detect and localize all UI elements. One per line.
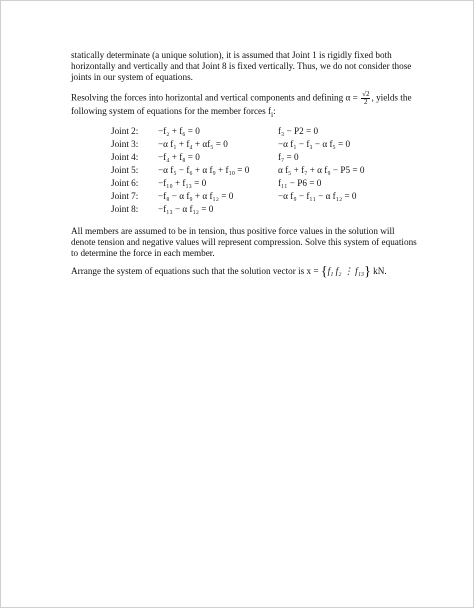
paragraph-tension-compression: All members are assumed to be in tension, thus positive force values in the solution will denote tension and negative values will represent compression. Solve this system of equations to determine the force in each member. xyxy=(71,225,417,258)
vertical-equation: f₇ = 0 xyxy=(278,151,299,162)
vertical-equation: −α f₁ − f₃ − α f₅ = 0 xyxy=(278,138,351,149)
alpha-denominator: 2 xyxy=(364,98,368,106)
joint-label: Joint 6: xyxy=(111,177,139,188)
alpha-numerator: √2 xyxy=(362,90,370,98)
solution-vector: f₁ f₂ ⋮ f₁₃ xyxy=(327,265,365,276)
alpha-fraction xyxy=(361,91,370,106)
resolving-text-end: , yields the following system of equations for the member forces f xyxy=(71,92,412,116)
horizontal-equation: −f₁₀ + f₁₃ = 0 xyxy=(158,177,207,188)
equation-row xyxy=(111,177,364,190)
joint-label: Joint 3: xyxy=(111,138,139,149)
vertical-equation: −α f₉ − f₁₁ − α f₁₂ = 0 xyxy=(278,190,357,201)
horizontal-equation: −α f₁ + f₄ + αf₅ = 0 xyxy=(158,138,228,149)
equation-system-table xyxy=(111,125,364,216)
paragraph-supports: statically determinate (a unique solution), it is assumed that Joint 1 is rigidly fixed both horizontally and vertically and that Joint 8 is fixed vertically. Thus, we do not consider those joints in our system of equations. xyxy=(71,50,412,82)
equation-row xyxy=(111,190,364,203)
horizontal-equation: −f₄ + f₈ = 0 xyxy=(158,151,200,162)
solution-unit: kN. xyxy=(370,265,387,276)
joint-label: Joint 7: xyxy=(111,190,139,201)
equation-row xyxy=(111,203,364,216)
vertical-equation: f₁₁ − P6 = 0 xyxy=(278,177,322,188)
horizontal-equation: −f₂ + f₆ = 0 xyxy=(158,125,200,136)
right-brace: } xyxy=(364,264,371,280)
vertical-equation xyxy=(278,203,364,216)
joint-label: Joint 4: xyxy=(111,151,139,162)
solution-vector-intro: Arrange the system of equations such that the solution vector is x = xyxy=(71,265,321,276)
resolving-text-start: Resolving the forces into horizontal and vertical components and defining α = xyxy=(71,92,361,103)
equation-row xyxy=(111,164,364,177)
vertical-equation: f₃ − P2 = 0 xyxy=(278,125,319,136)
equation-row xyxy=(111,151,364,164)
horizontal-equation: −f₈ − α f₉ + α f₁₂ = 0 xyxy=(158,190,234,201)
horizontal-equation: −f₁₃ − α f₁₂ = 0 xyxy=(158,203,214,214)
resolving-colon: : xyxy=(273,106,276,116)
horizontal-equation: −α f₅ − f₆ + α f₉ + f₁₀ = 0 xyxy=(158,164,250,175)
joint-label: Joint 2: xyxy=(111,125,139,136)
joint-label: Joint 5: xyxy=(111,164,139,175)
equation-row xyxy=(111,125,364,138)
vertical-equation: α f₅ + f₇ + α f₉ − P5 = 0 xyxy=(278,164,365,175)
paragraph-solution-vector xyxy=(71,264,421,280)
equation-row xyxy=(111,138,364,151)
member-force-subscript: i xyxy=(271,109,274,119)
paragraph-resolving-forces xyxy=(71,91,421,120)
left-brace: { xyxy=(320,264,328,280)
joint-label: Joint 8: xyxy=(111,203,139,214)
document-body xyxy=(71,50,421,280)
